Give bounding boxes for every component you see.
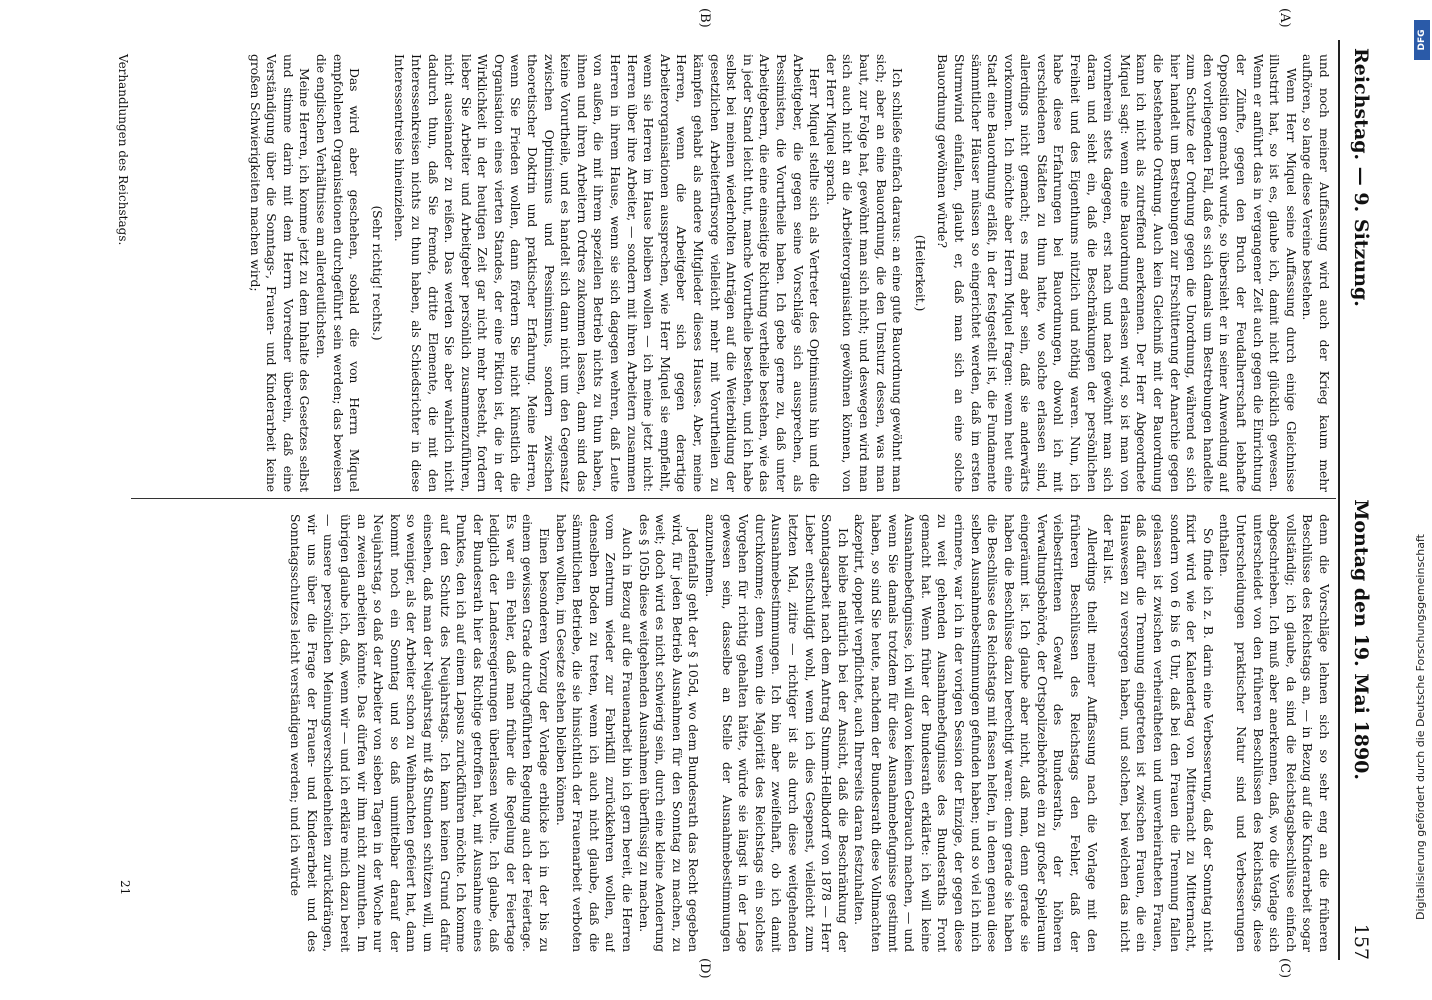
dfg-logo-icon: [1414, 20, 1430, 60]
paragraph: Einen besonderen Vorzug der Vorlage erblicke ich in der bis zu einem gewissen Grade durchgeführten Regelung auch der Feiertage. Es war ein Fehler, daß man früher die Regelung der Feiertage lediglich der Landesregierungen überlassen wollte. Ich glaube, daß der Bundesrath hier das Richtige getroffen hat, mit Ausnahme eines Punktes, den ich auf einem Lapsus zurückführen möchte. Ich komme auf den Schutz des Neujahrstags. Ich kann keinen Grund dafür einsehen, daß man der Neujahrstag mit 48 Stunden schützen will, um so weniger, als der Arbeiter schon zu Weihnachten gefeiert hat, dann kommt noch ein Sonntag und so daß unmittelbar darauf der Neujahrstag, so daß der Arbeiter von sieben Tagen in der Woche nur an zweien arbeiten könnte. Das dürfen wir ihm nicht zumuthen. Im übrigen glaube ich, daß, wenn wir — und ich erkläre mich dazu bereit — unsere persönlichen Meinungsverschiedenheiten zurückdrängen, wir uns über die Frage der Frauen- und Kinderarbeit und des Sonntagsschutzes leicht verständigen werden; und ich würde: [288, 514, 553, 952]
footer-source: Verhandlungen des Reichstags.: [116, 54, 130, 246]
paragraph: Allerdings theilt meiner Auffassung nach die Vorlage mit den früheren Beschlüssen des Reichstags den Fehler, daß der vielbestrittenen Gewalt des Bundesraths, der höheren Verwaltungsbehörde, der Ortspolizeibehörde ein zu großer Spielraum eingeräumt ist. Ich glaube aber nicht, daß man, denn gerade sie haben die Beschlüsse dazu berechtigt waren: denn gerade sie haben die Beschlüsse des Reichstags mit fassen helfen, in denen genau diese selben Ausnahmebestimmungen gefunden haben; und so viel ich mich erinnere, war ich in der vorigen Session der Einzige, der gegen diese zu weit gehenden Ausnahmebefugnisse des Bundesraths Front gemacht hat. Wenn früher der Bundesrath erklärte: ich will keine Ausnahmebefugnisse, ich will davon keinen Gebrauch machen, — und wenn Sie damals trotzdem für diese Ausnahmebefugnisse gestimmt haben, so sind Sie heute, nachdem der Bundesrath diese Vollmachten akzeptirt, doppelt verpflichtet, auch Ihrerseits daran festzuhalten.: [852, 514, 1100, 952]
interjection: (Sehr richtig! rechts.): [369, 205, 385, 341]
digitization-credit: Digitalisierung gefördert durch die Deutsche Forschungsgemeinschaft: [1414, 534, 1427, 920]
margin-mark-a: (A): [1277, 8, 1292, 28]
dfg-badge-label: DFG: [1417, 29, 1427, 51]
paragraph: Das wird aber geschehen, sobald die von Herrn Miquel empfohlenen Organisationen durchgeführt sein werden; das beweisen die englischen Verhältnisse am allerdeutlichsten.: [313, 54, 363, 492]
paragraph: Wenn Herr Miquel seine Auffassung durch einige Gleichnisse illustrirt hat, so ist es, glaube ich, damit nicht glücklich gewesen. Wenn er anführt das in vergangener Zeit auch gegen die Einrichtung der Zünfte, gegen den Bruch der Feudalherrschaft lebhafte Opposition gemacht wurde, so übersieht er in seiner Anwendung auf den vorliegenden Fall, daß es sich damals um Bestrebungen handelte zum Schutze der Ordnung gegen die Unordnung, während es sich hier handelt um Bestrebungen zur Erschütterung der Anarchie gegen die bestehende Ordnung. Auch kein Gleichniß mit der Bauordnung kann ich nicht als zutreffend anerkennen. Der Herr Abgeordnete Miquel sagt: wenn eine Bauordnung erlassen wird, so ist man von vornherein stets dagegen, erst nach und nach gewöhnt man sich daran und sieht ein, daß die Beschränkungen der persönlichen Freiheit und des Eigenthums nützlich und nöthig waren. Nun, ich habe diese Erfahrungen bei Bauordnungen, obwohl ich mit verschiedenen Städten zu thun hatte, wo solche erlassen sind, allerdings nicht gemacht; es mag aber sein, daß sie anderwärts vorkommen. Ich möchte aber Herrn Miquel fragen: wenn heut eine Stadt eine Bauordnung erläßt, in der festgestellt ist, die Fundamente sämmtlicher Häuser müssen so eingerichtet werden, daß im ersten Sturmwind einfallen, glaubt er, daß man sich an eine solche Bauordnung gewöhnen würde?: [935, 54, 1299, 492]
column-divider: [131, 498, 1336, 499]
page-number: 157: [1350, 923, 1372, 960]
paragraph: Jedenfalls geht der § 105d, wo dem Bundesrath das Recht gegeben wird, für jeden Betrieb Ausnahmen für den Sonntag zu machen, zu weit; doch wird es nicht schwierig sein, durch eine kleine Aenderung des § 105b diese weitgehenden Ausnahmen überflüssig zu machen.: [636, 514, 702, 952]
digitization-sidebar: [1412, 140, 1430, 920]
signature-mark: 21: [118, 880, 132, 896]
left-column: [132, 54, 1332, 492]
margin-mark-d: (D): [697, 958, 712, 979]
right-column: [132, 514, 1332, 952]
paragraph: Ich bleibe natürlich bei der Ansicht, daß die Beschränkung der Sonntagsarbeit nach dem Antrag Stumm-Hellbdorff von 1878 — Herr Lieber entschuldigt wohl, wenn ich dies Gespenst, vielleicht zum letzten Mal, zitire — richtiger ist als durch diese weitgehenden Ausnahmebestimmungen. Ich bin aber zweifelhaft, ob ich damit durchkomme; denn wenn die Majorität des Reichstags ein solches Vorgehen für richtig gehalten hätte, würde sie längst in der Lage gewesen sein, dasselbe an Stelle der Ausnahmebestimmungen anzunehmen.: [703, 514, 851, 952]
header-rule: [1338, 40, 1340, 960]
header-session: Reichstag. — 9. Sitzung.: [1350, 48, 1372, 307]
margin-mark-b: (B): [697, 8, 712, 28]
paragraph: Ich schließe einfach daraus: an eine gute Bauordnung gewöhnt man sich; aber an eine Bauordnung, die den Umsturz dessen, was man baut, zur Folge hat, gewöhnt man sich nicht; und deswegen wird man sich auch nicht an die Arbeiterorganisation gewöhnen können, von der Herr Miquel sprach.: [823, 54, 906, 492]
paragraph: Meine Herren, ich komme jetzt zu dem Inhalte des Gesetzes selbst und stimme darin mit dem Herrn Vorredner überein, daß eine Verständigung über die Sonntags-, Frauen- und Kinderarbeit keine großen Schwierigkeiten machen wird;: [247, 54, 313, 492]
paragraph: und noch meiner Auffassung wird auch der Krieg kaum mehr aufhören, so lange diese Vereine bestehen.: [1300, 54, 1332, 492]
paragraph: denn die Vorschläge lehnen sich so sehr eng an die früheren Beschlüsse des Reichstags an, — in Bezug auf die Kinderarbeit sogar vollständig; ich glaube, da sind die Reichstagsbeschlüsse einfach abgeschrieben. Ich muß aber anerkennen, daß, wo die Vorlage sich unterscheidet von den früheren Beschlüssen des Reichstags, diese Unterscheidungen praktischer Natur sind und Verbesserungen enthalten.: [1217, 514, 1332, 952]
header-date: Montag den 19. Mai 1890.: [1350, 499, 1372, 780]
paragraph: So finde ich z. B. darin eine Verbesserung, daß der Sonntag nicht fixirt wird wie der Kalendertag von Mitternacht zu Mitternacht, sondern von 6 bis 6 Uhr, daß bei den Frauen die Trennung fallen gelassen ist zwischen verheiratheten und unverheiratheten Frauen, daß dafür die Trennung eingetreten ist zwischen Frauen, die ein Hauswesen zu versorgen haben, und solchen, bei welchen das nicht der Fall ist.: [1101, 514, 1216, 952]
page-header: [1342, 40, 1378, 960]
paragraph: Herr Miquel stellte sich als Vertreter des Optimismus hin und die Arbeitgeber, die gegen seine Vorschläge sich aussprechen, als Pessimisten, die Vorurtheile haben. Ich gebe gerne zu, daß unter Arbeitgebern, die eine einseitige Richtung vertheile bestehen, wie das in jeder Stand leicht thut, manche Vorurtheile bestehen, und ich habe selbst bei meinen wiederholten Anträgen auf die Weiterbildung der gesetzlichen Arbeiterfürsorge vielleicht mehr mit Vorurtheilen zu kämpfen gehabt als andere Mitglieder dieses Hauses. Aber, meine Herren, wenn die Arbeitgeber sich gegen derartige Arbeiterorganisationen aussprechen, wie Herr Miquel sie empfiehlt, wenn sie Herren im Hause bleiben wollen — ich meine jetzt nicht: Herren über ihre Arbeiter, — sondern mit ihren Arbeitern zusammen Herren in ihrem Hause, wenn sie sich dagegen wehren, daß Leute von außen, die mit ihrem speziellen Betrieb nichts zu thun haben, ihnen und ihren Arbeitern Ordres zukommen lassen, dann sind das keine Vorurtheile, und es handelt sich dann nicht um den Gegensatz zwischen Optimismus und Pessimismus, sondern zwischen theoretischer Doktrin und praktischer Erfahrung. Meine Herren, wenn Sie Frieden wollen, dann fördern Sie nicht künstlich die Organisation eines vierten Standes, der eine Fiktion ist, die in der Wirklichkeit in der heutigen Zeit gar nicht mehr besteht, fordern lieber Sie Arbeiter und Arbeitgeber persönlich zusammenzuführen, nicht auseinander zu reißen. Das werden Sie aber wahrlich nicht dadurch thun, daß Sie fremde, dritte Elemente, die mit den Interessenkreisen nichts zu thun haben, als Schiedsrichter in diese Interessentreise hineinziehen.: [392, 54, 823, 492]
margin-mark-c: (C): [1277, 958, 1292, 979]
paragraph: Auch in Bezug auf die Frauenarbeit bin ich gern bereit, die Herren vom Zentrum wieder zur Fabrikfill zurückkehren wollen, auf denselben Boden zu treten, wenn ich auch nicht glaube, daß die sämmtlichen Betriebe, die sie hinsichtlich der Frauenarbeit verboten haben wollten, im Gesetze stehen bleiben können.: [553, 514, 636, 952]
interjection: (Heiterkeit.): [912, 234, 928, 312]
